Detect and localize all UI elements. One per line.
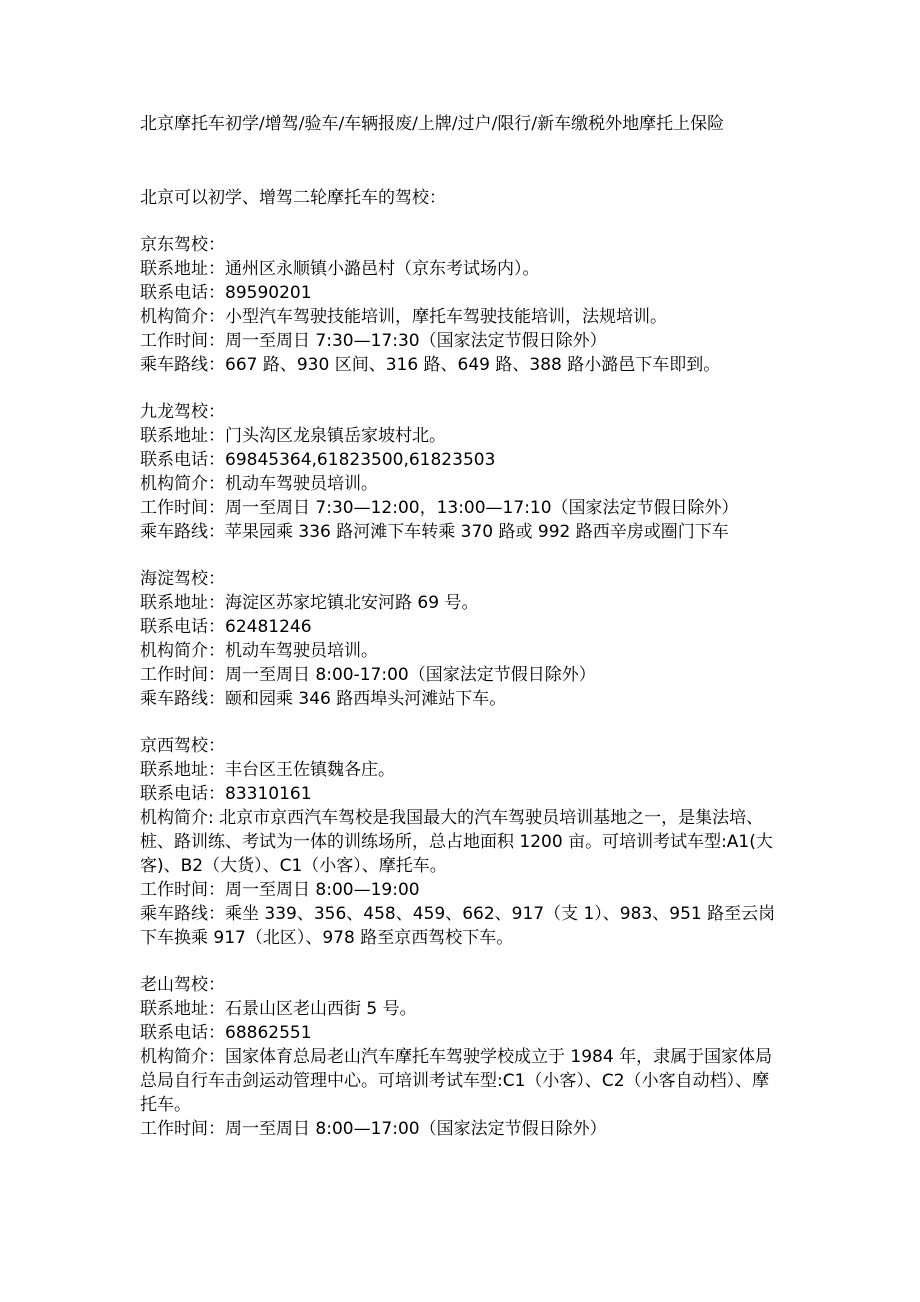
school-intro (140, 806, 785, 878)
address-value: 石景山区老山西街 5 号。 (225, 999, 417, 1019)
address-label: 联系地址： (140, 593, 225, 613)
route-label: 乘车路线： (140, 904, 225, 924)
school-intro (140, 1045, 785, 1117)
intro-label: 机构简介： (140, 641, 225, 661)
school-hours (140, 663, 785, 687)
school-name: 九龙驾校： (140, 402, 225, 422)
school-section-haidian (140, 567, 785, 711)
school-section-laoshan (140, 973, 785, 1141)
intro-value: 北京市京西汽车驾校是我国最大的汽车驾驶员培训基地之一，是集法培、桩、路训练、考试为一体的训练场所，总占地面积 1200 亩。可培训考试车型:A1(大客)、B2（大货）、C1（小客）、摩托车。 (140, 808, 773, 876)
school-name: 海淀驾校： (140, 569, 225, 589)
route-value: 667 路、930 区间、316 路、649 路、388 路小潞邑下车即到。 (225, 355, 721, 375)
school-address (140, 997, 785, 1021)
school-intro (140, 639, 785, 663)
address-label: 联系地址： (140, 999, 225, 1019)
school-section-jingxi (140, 734, 785, 950)
document-page (140, 112, 785, 1141)
address-value: 海淀区苏家坨镇北安河路 69 号。 (225, 593, 479, 613)
intro-value: 机动车驾驶员培训。 (225, 474, 378, 494)
hours-label: 工作时间： (140, 498, 225, 518)
address-value: 丰台区王佐镇魏各庄。 (225, 760, 395, 780)
address-label: 联系地址： (140, 760, 225, 780)
route-label: 乘车路线： (140, 522, 225, 542)
address-label: 联系地址： (140, 426, 225, 446)
school-hours (140, 1117, 785, 1141)
route-value: 乘坐 339、356、458、459、662、917（支 1）、983、951 路至云岗下车换乘 917（北区）、978 路至京西驾校下车。 (140, 904, 776, 948)
phone-label: 联系电话： (140, 617, 225, 637)
school-address (140, 758, 785, 782)
school-intro (140, 472, 785, 496)
intro-label: 机构简介： (140, 474, 225, 494)
school-address (140, 257, 785, 281)
school-section-jiulong (140, 400, 785, 544)
school-phone (140, 615, 785, 639)
school-hours (140, 878, 785, 902)
school-name: 京东驾校： (140, 235, 225, 255)
school-phone (140, 782, 785, 806)
school-name: 老山驾校： (140, 975, 225, 995)
school-route (140, 687, 785, 711)
hours-label: 工作时间： (140, 1119, 225, 1139)
route-label: 乘车路线： (140, 355, 225, 375)
intro-label: 机构简介： (140, 1047, 225, 1067)
hours-label: 工作时间： (140, 331, 225, 351)
phone-value: 89590201 (225, 283, 312, 303)
school-name: 京西驾校： (140, 736, 225, 756)
school-address (140, 424, 785, 448)
school-phone (140, 448, 785, 472)
hours-value: 周一至周日 8:00-17:00（国家法定节假日除外） (225, 665, 596, 685)
school-phone (140, 1021, 785, 1045)
hours-value: 周一至周日 8:00—17:00（国家法定节假日除外） (225, 1119, 607, 1139)
hours-value: 周一至周日 7:30—12:00，13:00—17:10（国家法定节假日除外） (225, 498, 739, 518)
school-section-jingdong (140, 233, 785, 377)
route-label: 乘车路线： (140, 689, 225, 709)
route-value: 苹果园乘 336 路河滩下车转乘 370 路或 992 路西辛房或圈门下车 (225, 522, 729, 542)
hours-label: 工作时间： (140, 880, 225, 900)
phone-label: 联系电话： (140, 784, 225, 804)
phone-label: 联系电话： (140, 283, 225, 303)
school-route (140, 353, 785, 377)
phone-label: 联系电话： (140, 1023, 225, 1043)
document-title: 北京摩托车初学/增驾/验车/车辆报废/上牌/过户/限行/新车缴税外地摩托上保险 (140, 114, 725, 134)
address-value: 门头沟区龙泉镇岳家坡村北。 (225, 426, 446, 446)
school-hours (140, 329, 785, 353)
hours-label: 工作时间： (140, 665, 225, 685)
school-address (140, 591, 785, 615)
school-hours (140, 496, 785, 520)
intro-label: 机构简介: (140, 808, 214, 828)
phone-value: 62481246 (225, 617, 312, 637)
school-phone (140, 281, 785, 305)
address-label: 联系地址： (140, 259, 225, 279)
hours-value: 周一至周日 8:00—19:00 (225, 880, 420, 900)
phone-label: 联系电话： (140, 450, 225, 470)
phone-value: 69845364,61823500,61823503 (225, 450, 496, 470)
intro-label: 机构简介： (140, 307, 225, 327)
route-value: 颐和园乘 346 路西埠头河滩站下车。 (225, 689, 507, 709)
hours-value: 周一至周日 7:30—17:30（国家法定节假日除外） (225, 331, 607, 351)
intro-value: 小型汽车驾驶技能培训，摩托车驾驶技能培训，法规培训。 (225, 307, 667, 327)
phone-value: 68862551 (225, 1023, 312, 1043)
document-subtitle: 北京可以初学、增驾二轮摩托车的驾校： (140, 188, 446, 208)
intro-value: 国家体育总局老山汽车摩托车驾驶学校成立于 1984 年，隶属于国家体局总局自行车击剑运动管理中心。可培训考试车型:C1（小客）、C2（小客自动档）、摩托车。 (140, 1047, 773, 1115)
intro-value: 机动车驾驶员培训。 (225, 641, 378, 661)
school-route (140, 520, 785, 544)
address-value: 通州区永顺镇小潞邑村（京东考试场内）。 (225, 259, 540, 279)
school-intro (140, 305, 785, 329)
school-route (140, 902, 785, 950)
phone-value: 83310161 (225, 784, 312, 804)
